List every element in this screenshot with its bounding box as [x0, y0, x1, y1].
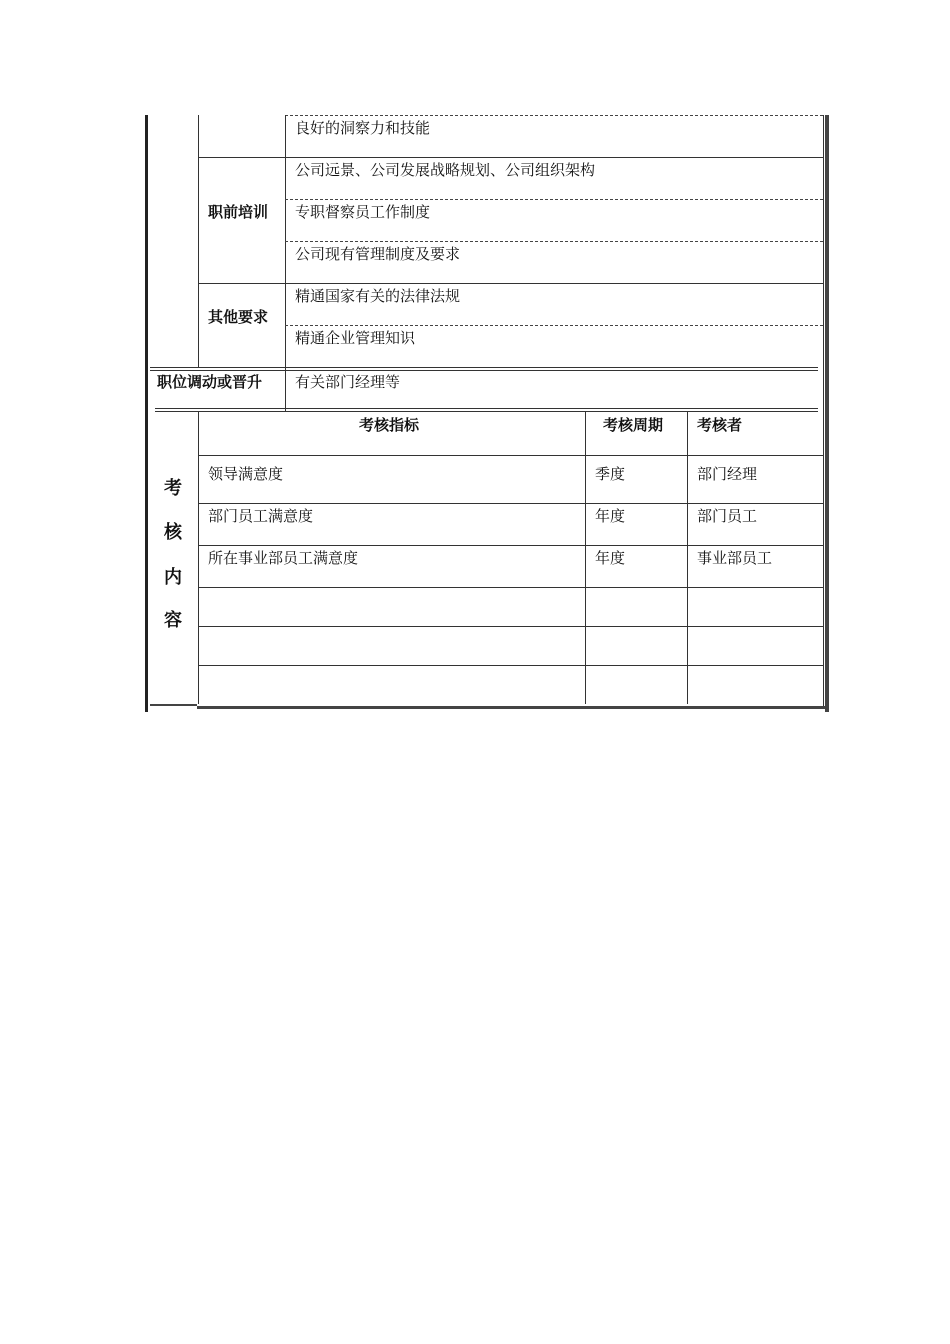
header-indicator: 考核指标: [359, 416, 420, 434]
requirement-item: 精通企业管理知识: [295, 329, 416, 347]
row-divider: [198, 503, 823, 504]
training-item: 公司远景、公司发展战略规划、公司组织架构: [295, 161, 596, 179]
row-divider: [198, 157, 823, 158]
training-item: 公司现有管理制度及要求: [295, 245, 461, 263]
assessment-section-char: 容: [164, 610, 182, 631]
skills-item: 良好的洞察力和技能: [295, 119, 431, 137]
row-divider: [198, 626, 823, 627]
table-right-border: [823, 115, 824, 709]
table-left-border: [145, 115, 148, 712]
assessor-cell: 部门经理: [697, 465, 758, 483]
requirement-item: 精通国家有关的法律法规: [295, 287, 461, 305]
period-cell: 年度: [595, 549, 626, 567]
row-divider: [198, 545, 823, 546]
other-requirements-label: 其他要求: [208, 308, 269, 326]
indicator-cell: 领导满意度: [208, 465, 284, 483]
period-cell: 年度: [595, 507, 626, 525]
row-divider: [198, 587, 823, 588]
row-divider: [150, 370, 818, 371]
row-divider: [155, 411, 818, 412]
assessment-section-char: 内: [164, 567, 182, 588]
table-bottom-border: [197, 706, 829, 709]
col-divider: [198, 115, 199, 368]
header-assessor: 考核者: [697, 416, 743, 434]
row-divider: [285, 115, 823, 116]
training-item: 专职督察员工作制度: [295, 203, 431, 221]
table-bottom-border-left: [150, 704, 197, 706]
transfer-value: 有关部门经理等: [295, 373, 401, 391]
row-divider: [198, 665, 823, 666]
period-cell: 季度: [595, 465, 626, 483]
table-right-border-shadow: [825, 115, 829, 712]
row-divider: [155, 408, 818, 409]
row-divider: [285, 199, 823, 200]
header-period: 考核周期: [603, 416, 664, 434]
row-divider: [198, 455, 823, 456]
indicator-cell: 所在事业部员工满意度: [208, 549, 359, 567]
pre-job-training-label: 职前培训: [208, 203, 269, 221]
assessment-section-char: 核: [164, 522, 182, 543]
transfer-label: 职位调动或晋升: [157, 373, 263, 391]
indicator-cell: 部门员工满意度: [208, 507, 314, 525]
row-divider: [285, 325, 823, 326]
row-divider: [150, 367, 818, 368]
row-divider: [198, 283, 823, 284]
assessor-cell: 部门员工: [697, 507, 758, 525]
assessor-cell: 事业部员工: [697, 549, 773, 567]
assessment-section-char: 考: [164, 478, 182, 499]
row-divider: [285, 241, 823, 242]
